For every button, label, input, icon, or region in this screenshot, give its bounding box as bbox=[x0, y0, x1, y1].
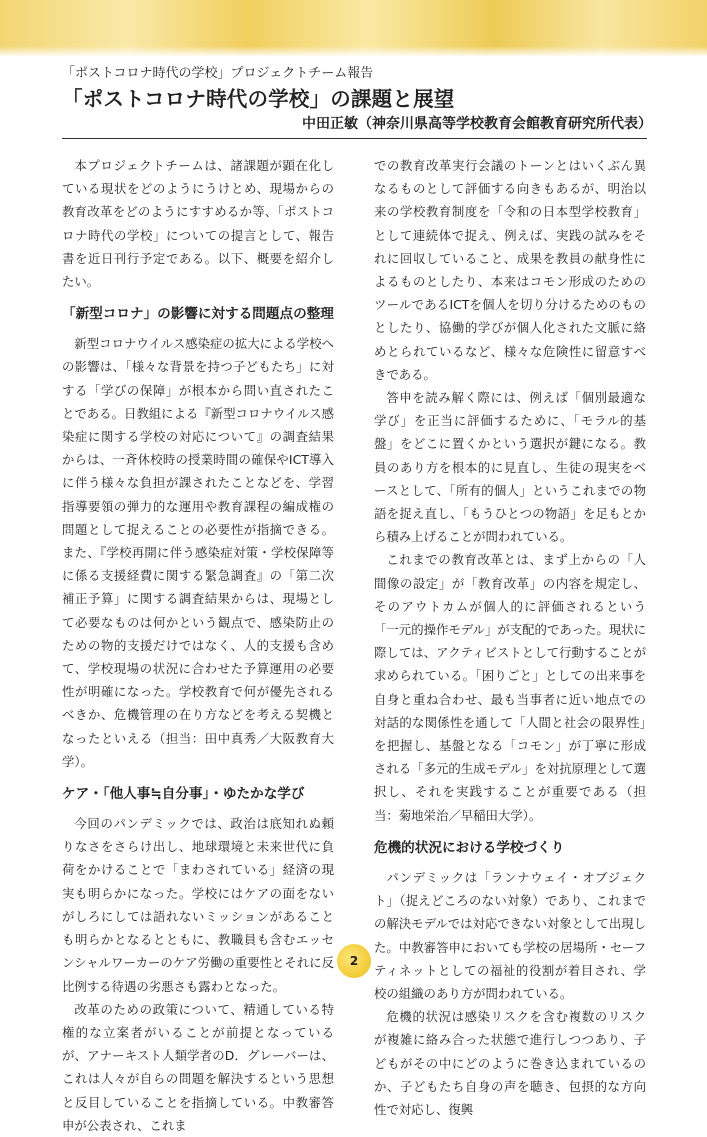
body-paragraph: 改革のための政策について、精通している特権的な立案者がいることが前提となっているが、アナーキスト人類学者のD．グレーバーは、これは人々が自らの問題を解決するという思想と反目していることを指摘している。中教審答申が公表され、これま bbox=[62, 1001, 334, 1133]
body-paragraph: これまでの教育改革とは、まず上からの「人間像の設定」が「教育改革」の内容を規定し、そのアウトカムが個人的に評価されるという「一元的操作モデル」が支配的であった。現状に際しては、アクティビストとして行動することが求められている。「困りごと」としての出来事を自身と重ね合わせ、最も当事者に近い地点での対話的な関係性を通して「人間と社会の限界性」を把握し、基盤となる「コモン」が丁寧に形成される「多元的生成モデル」を対抗原理として選択し、それを実践することが重要である（担当：菊地栄治／早稲田大学）。 bbox=[374, 552, 646, 823]
right-column bbox=[374, 154, 646, 1121]
body-paragraph: パンデミックは「ランナウェイ・オブジェクト」（捉えどころのない対象）であり、これまでの解決モデルでは対応できない対象として出現した。中教審答申においても学校の居場所・セーフティネットとしての福祉的役割が着目され、学校の組織のあり方が問われている。 bbox=[374, 869, 646, 1001]
header-divider bbox=[62, 138, 647, 139]
page-number-badge: 2 bbox=[337, 944, 371, 978]
article-subtitle: 「ポストコロナ時代の学校」プロジェクトチーム報告 bbox=[62, 66, 374, 81]
section-heading-covid-issues: 「新型コロナ」の影響に対する問題点の整理 bbox=[62, 306, 334, 323]
left-column bbox=[62, 154, 334, 1137]
body-paragraph: 新型コロナウイルス感染症の拡大による学校への影響は、「様々な背景を持つ子どもたち」に対する「学びの保障」が根本から問い直されたことである。日教組による『新型コロナウイルス感染症に関する学校の対応について』の調査結果からは、一斉休校時の授業時間の確保やICT導入に伴う様々な負担が課されたことなどを、学習指導要領の弾力的な運用や教育課程の編成権の問題として捉えることの必要性が指摘できる。また、『学校再開に伴う感染症対策・学校保障等に係る支援経費に関する緊急調査』の「第二次補正予算」に関する調査結果からは、現場として必要なものは何かという観点で、感染防止のための物的支援だけではなく、人的支援も含めて、学校現場の状況に合わせた予算運用の必要性が明確になった。学校教育で何が優先されるべきか、危機管理の在り方などを考える契機となったといえる（担当：田中真秀／大阪教育大学）。 bbox=[62, 336, 334, 769]
section-heading-school-building: 危機的状況における学校づくり bbox=[374, 839, 565, 856]
intro-paragraph: 本プロジェクトチームは、諸課題が顕在化している現状をどのようにうけとめ、現場からの教育改革をどのようにすすめるか等、「ポストコロナ時代の学校」についての提言として、報告書を近日刊行予定である。以下、概要を紹介したい。 bbox=[62, 158, 334, 290]
body-paragraph: 答申を読み解く際には、例えば「個別最適な学び」を正当に評価するために、「モラル的基盤」をどこに置くかという選択が鍵になる。教員のあり方を根本的に見直し、生徒の現実をベースとして、「所有的個人」というこれまでの物語を捉え直し、「もうひとつの物語」を足もとから積み上げることが問われている。 bbox=[374, 390, 646, 545]
article-author: 中田正敏（神奈川県高等学校教育会館教育研究所代表） bbox=[302, 116, 652, 132]
body-paragraph-continued: での教育改革実行会議のトーンとはいくぶん異なるものとして評価する向きもあるが、明治以来の学校教育制度を「令和の日本型学校教育」として連続体で捉え、例えば、実践の試みをそれに回収していること、成果を教員の献身性によるものとしたり、本来はコモン形成のためのツールであるICTを個人を切り分けるためのものとしたり、協働的学びが個人化された文脈に絡めとられているなど、様々な危険性に留意すべきである。 bbox=[374, 158, 646, 382]
article-header bbox=[62, 64, 652, 132]
section-heading-care-learning: ケア・「他人事≒自分事」・ゆたかな学び bbox=[62, 786, 305, 803]
decorative-header-band bbox=[0, 0, 707, 56]
article-title: 「ポストコロナ時代の学校」の課題と展望 bbox=[62, 87, 455, 111]
body-paragraph: 危機的状況は感染リスクを含む複数のリスクが複雑に絡み合った状態で進行しつつあり、子どもがその中にどのように巻き込まれているのか、子どもたち自身の声を聴き、包摂的な方向性で対応し、復興 bbox=[374, 1009, 646, 1117]
body-paragraph: 今回のパンデミックでは、政治は底知れぬ頼りなさをさらけ出し、地球環境と未来世代に負荷をかけることで「まわされている」経済の現実も明らかになった。学校にはケアの面をないがしろにしては語れないミッションがあることも明らかとなるとともに、教職員も含むエッセンシャルワーカーのケア労働の重要性とそれに反比例する待遇の劣悪さも露わとなった。 bbox=[62, 816, 334, 994]
